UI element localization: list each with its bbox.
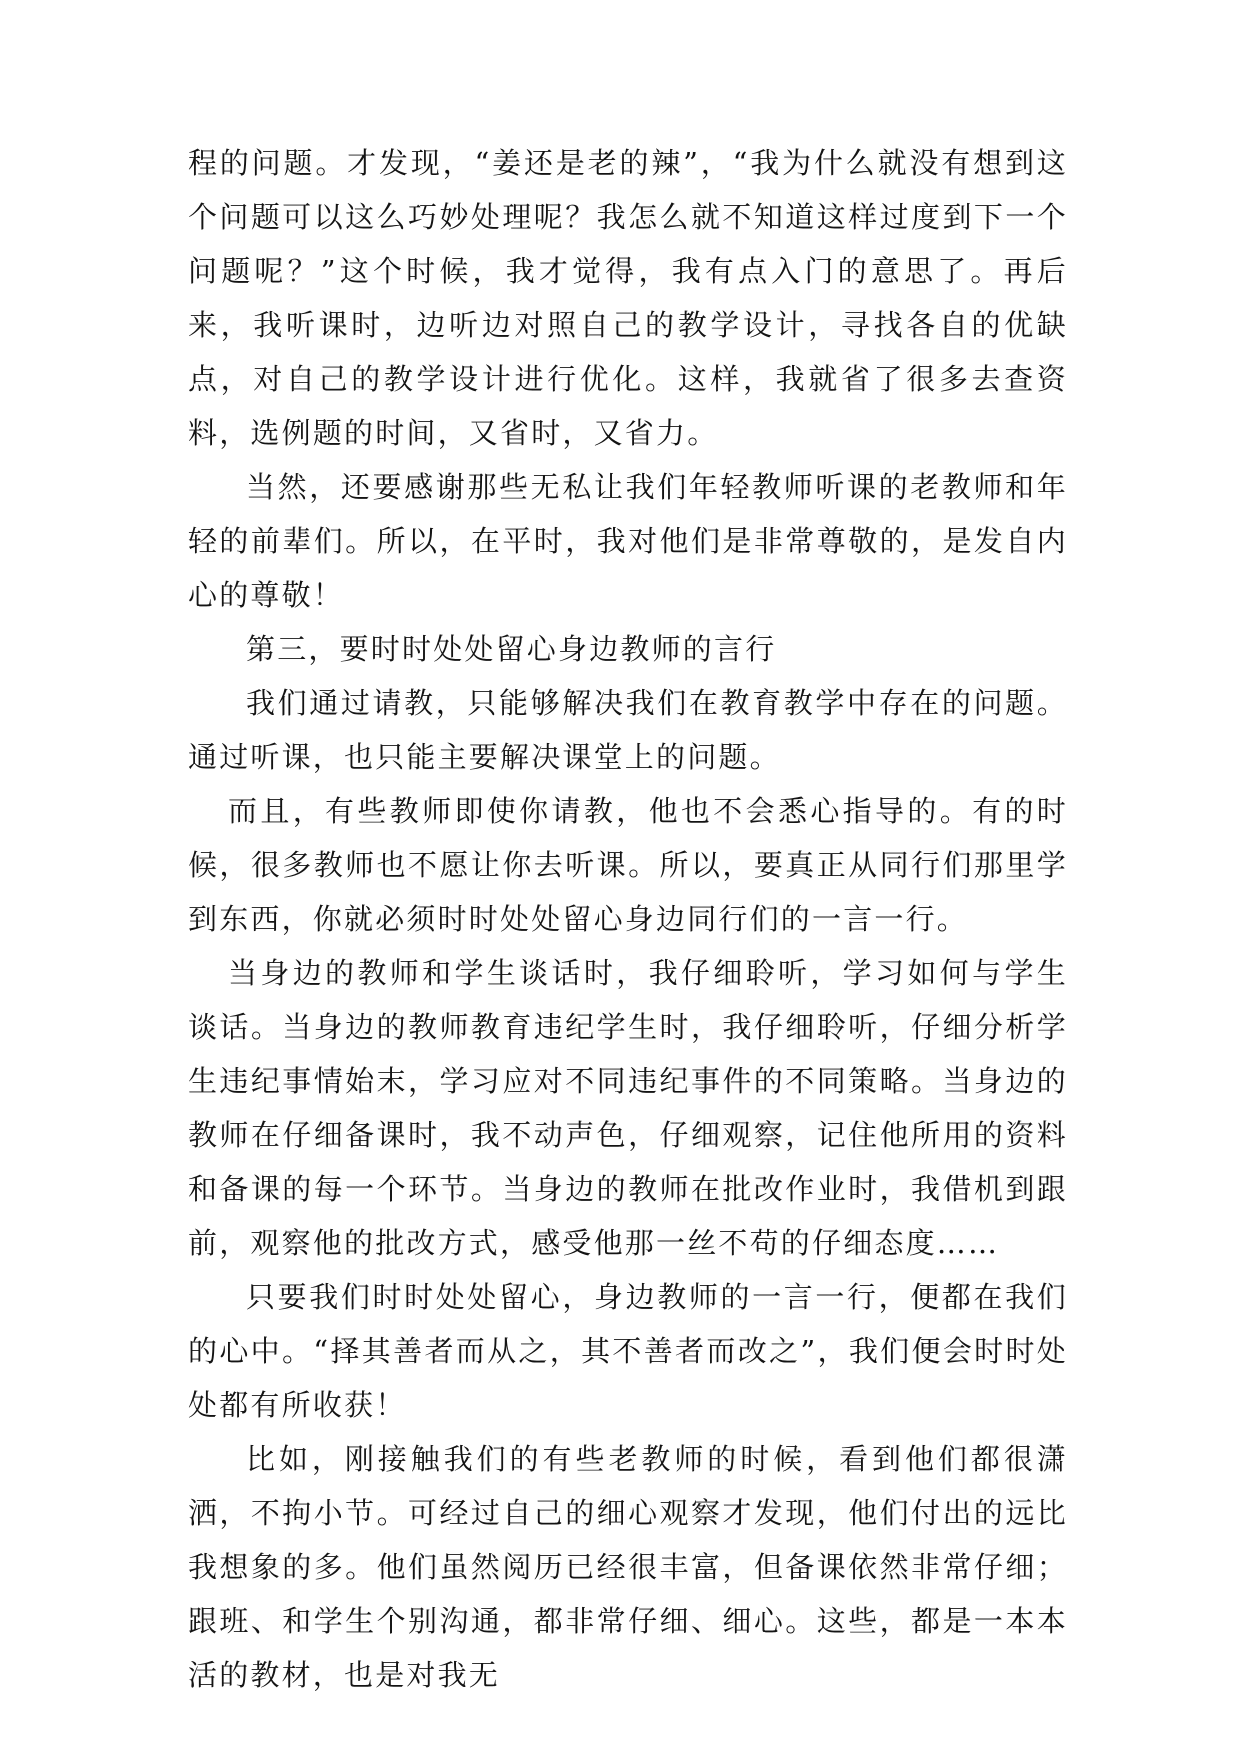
paragraph-3: 我们通过请教，只能够解决我们在教育教学中存在的问题。通过听课，也只能主要解决课堂上的问题。	[188, 686, 1068, 774]
paragraph-2: 当然，还要感谢那些无私让我们年轻教师听课的老教师和年轻的前辈们。所以，在平时，我对他们是非常尊敬的，是发自内心的尊敬！	[188, 470, 1068, 612]
body-text	[188, 136, 1068, 1702]
paragraph-6: 只要我们时时处处留心，身边教师的一言一行，便都在我们的心中。“择其善者而从之，其不善者而改之”，我们便会时时处处都有所收获！	[188, 1280, 1068, 1422]
paragraph-5: 当身边的教师和学生谈话时，我仔细聆听，学习如何与学生谈话。当身边的教师教育违纪学生时，我仔细聆听，仔细分析学生违纪事情始末，学习应对不同违纪事件的不同策略。当身边的教师在仔细备课时，我不动声色，仔细观察，记住他所用的资料和备课的每一个环节。当身边的教师在批改作业时，我借机到跟前，观察他的批改方式，感受他那一丝不苟的仔细态度……	[188, 956, 1068, 1260]
paragraph-4: 而且，有些教师即使你请教，他也不会悉心指导的。有的时候，很多教师也不愿让你去听课。所以，要真正从同行们那里学到东西，你就必须时时处处留心身边同行们的一言一行。	[188, 794, 1068, 936]
paragraph-1: 程的问题。才发现，“姜还是老的辣”，“我为什么就没有想到这个问题可以这么巧妙处理呢？我怎么就不知道这样过度到下一个问题呢？”这个时候，我才觉得，我有点入门的意思了。再后来，我听课时，边听边对照自己的教学设计，寻找各自的优缺点，对自己的教学设计进行优化。这样，我就省了很多去查资料，选例题的时间，又省时，又省力。	[188, 146, 1068, 450]
section-heading: 第三，要时时处处留心身边教师的言行	[246, 632, 777, 666]
paragraph-7: 比如，刚接触我们的有些老教师的时候，看到他们都很潇洒，不拘小节。可经过自己的细心观察才发现，他们付出的远比我想象的多。他们虽然阅历已经很丰富，但备课依然非常仔细；跟班、和学生个别沟通，都非常仔细、细心。这些，都是一本本活的教材，也是对我无	[188, 1442, 1068, 1692]
